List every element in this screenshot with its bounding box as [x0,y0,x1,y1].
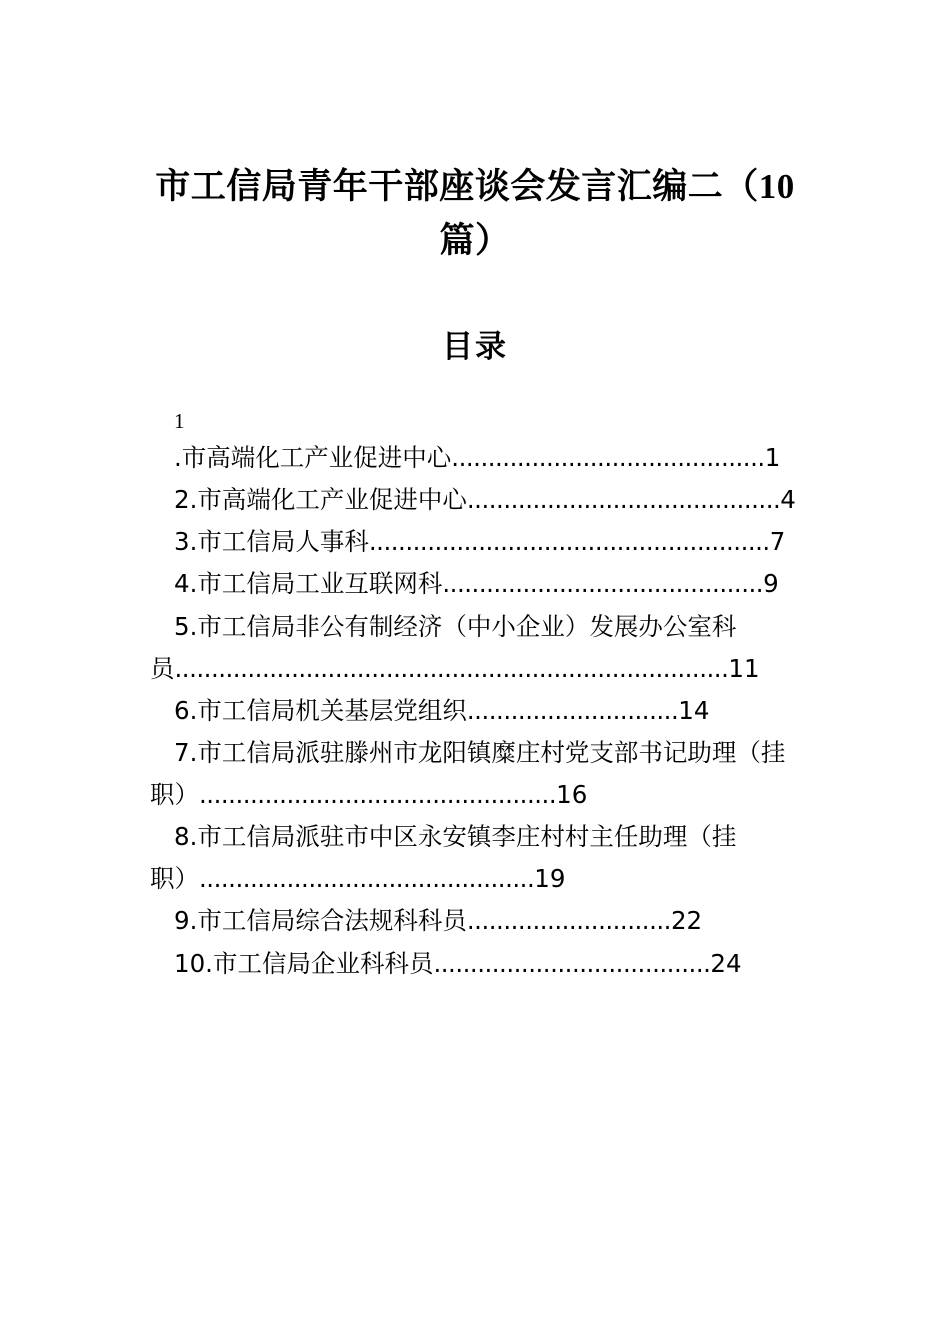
toc-entry-label: 市工信局人事科 [197,527,369,557]
toc-entry-number: 9. [174,906,198,936]
toc-entry[interactable] [150,690,810,732]
toc-leader-dots: ........................................... [466,485,781,515]
toc-page-number: 19 [534,864,566,894]
toc-entry-label: 市工信局派驻市中区永安镇李庄村村主任助理（挂职） [150,822,737,894]
toc-page-number: 1 [764,443,781,472]
table-of-contents [0,366,950,985]
toc-entry-label: 市高端化工产业促进中心 [181,443,452,472]
toc-heading: 目录 [442,328,508,364]
page-title: 市工信局青年干部座谈会发言汇编二（10篇） [155,167,795,261]
toc-entry-label: 市工信局综合法规科科员 [197,906,467,936]
toc-page-number: 7 [769,527,786,557]
toc-entry[interactable] [150,563,810,605]
toc-entry[interactable] [150,900,810,942]
toc-entry[interactable] [150,437,810,479]
toc-entry-number: 10. [174,948,213,978]
toc-entry[interactable] [150,816,810,900]
toc-entry-label: 市工信局工业互联网科 [197,569,443,599]
toc-entry-label: 市高端化工产业促进中心 [197,485,467,515]
toc-leader-dots: ....................................................... [368,527,770,557]
toc-page-number: 16 [556,780,588,809]
toc-leader-dots: ........................................... [451,443,765,472]
toc-leader-dots: ............................ [466,906,671,936]
toc-leader-dots: .............................................. [199,864,535,894]
toc-first-number: 1 [174,408,185,433]
toc-page-number: 24 [710,948,742,978]
toc-entry-number: 6. [174,695,198,725]
toc-entry-label: 市工信局机关基层党组织 [197,695,467,725]
toc-entry-number: 4. [174,569,198,599]
toc-page-number: 9 [763,569,779,599]
toc-entry-number: 2. [174,485,198,515]
toc-entry[interactable] [150,479,810,521]
toc-page-number: 4 [780,485,796,515]
toc-entry-label: 市工信局企业科科员 [212,948,434,978]
toc-entry[interactable] [150,943,810,985]
toc-leader-dots: ............................. [466,695,679,725]
toc-page-number: 14 [678,695,710,725]
toc-leader-dots: ...................................... [433,948,711,978]
toc-entry-number: 7. [174,737,198,767]
toc-entry[interactable] [150,732,810,816]
toc-page-number: 22 [670,906,703,936]
toc-entry-number: 5. [174,611,198,641]
toc-entry[interactable] [150,606,810,690]
toc-entry-label: 市工信局派驻滕州市龙阳镇糜庄村党支部书记助理（挂职） [150,737,786,809]
toc-leader-dots: ............................................ [442,569,764,599]
toc-entry-number: 3. [174,527,198,557]
toc-page-number: 11 [728,653,760,683]
toc-entry-label: 市工信局非公有制经济（中小企业）发展办公室科员 [150,611,737,683]
toc-entry-number: . [174,443,182,472]
toc-entry-number: 8. [174,822,198,852]
toc-entry[interactable] [150,521,810,563]
toc-leader-dots: ................................................. [199,780,557,809]
toc-leader-dots: ............................................................................ [174,653,729,683]
